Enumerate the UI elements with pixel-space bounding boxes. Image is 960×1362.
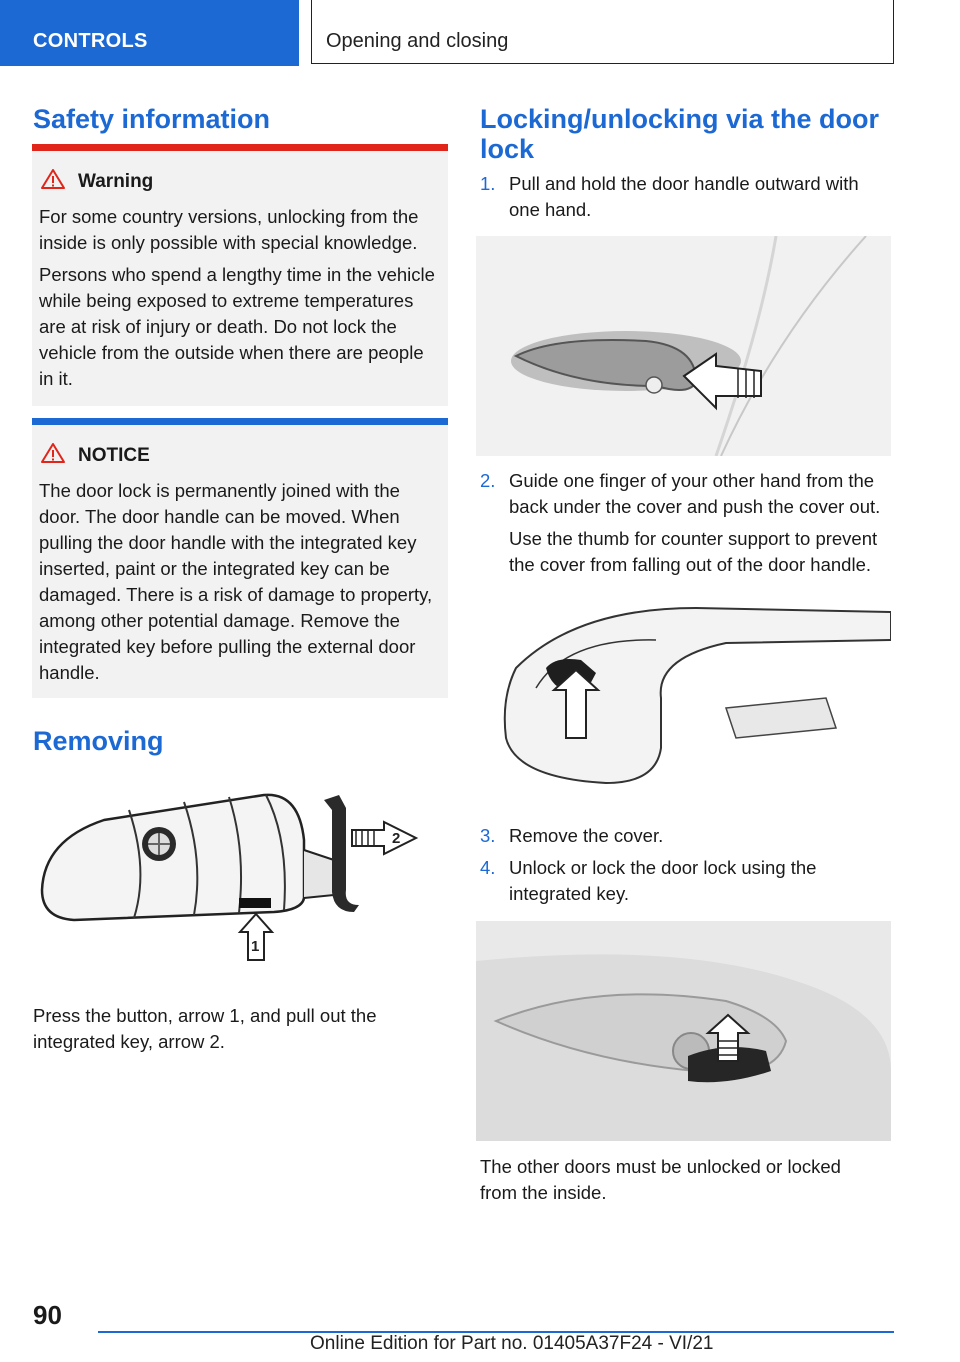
removing-heading: Removing	[33, 726, 164, 756]
step-2-number: 2.	[480, 470, 496, 491]
notice-box-bar	[32, 418, 448, 425]
step-3-text: Remove the cover.	[509, 825, 664, 846]
notice-box	[32, 418, 448, 698]
footer-edition-text: Online Edition for Part no. 01405A37F24 - VI/21	[310, 1333, 714, 1354]
arrow-1-label: 1	[251, 938, 260, 955]
safety-information-heading: Safety information	[33, 104, 271, 134]
notice-title: NOTICE	[78, 444, 150, 466]
header-chapter-tab	[311, 0, 894, 64]
header-chapter-label: Opening and closing	[326, 30, 509, 52]
step-2-extra-text: Use the thumb for counter support to prevent the cover from falling out of the door handle.	[509, 528, 878, 575]
warning-triangle-icon	[40, 442, 66, 469]
step-1-text: Pull and hold the door handle outward with one hand.	[509, 173, 859, 220]
warning-title: Warning	[78, 170, 154, 192]
warning-box	[32, 144, 448, 406]
warning-paragraph-1: For some country versions, unlocking from the inside is only possible with special knowledge.	[39, 206, 419, 253]
key-removal-illustration	[34, 780, 434, 980]
cover-removal-illustration	[476, 598, 891, 803]
page-number: 90	[33, 1300, 62, 1330]
step-3-number: 3.	[480, 825, 496, 846]
notice-title-row	[40, 442, 150, 469]
locking-unlocking-heading: Locking/unlocking via the door lock	[480, 104, 880, 164]
notice-paragraph: The door lock is permanently joined with the door. The door handle can be moved. When pulling the door handle with the integrated key inserted, paint or the integrated key can be damaged. There is a risk of damage to property, among other potential damage. Remove the integrated key before pulling the external door handle.	[39, 480, 433, 683]
key-insertion-illustration	[476, 921, 891, 1141]
closing-text: The other doors must be unlocked or locked from the inside.	[480, 1156, 841, 1203]
warning-paragraph-2: Persons who spend a lengthy time in the vehicle while being exposed to extreme temperatures are at risk of injury or death. Do not lock the vehicle from the outside when there are people in it.	[39, 264, 435, 389]
removing-instructions: Press the button, arrow 1, and pull out the integrated key, arrow 2.	[33, 1005, 377, 1052]
step-4-number: 4.	[480, 857, 496, 878]
warning-title-row	[40, 168, 153, 195]
arrow-2-label: 2	[392, 830, 401, 847]
header-section-tab	[0, 0, 299, 66]
door-handle-pull-illustration	[476, 236, 891, 456]
header-section-label: CONTROLS	[33, 30, 148, 52]
warning-box-bar	[32, 144, 448, 151]
step-2-text: Guide one finger of your other hand from the back under the cover and push the cover out.	[509, 470, 881, 517]
step-4-text: Unlock or lock the door lock using the integrated key.	[509, 857, 817, 904]
step-1-number: 1.	[480, 173, 496, 194]
warning-triangle-icon	[40, 168, 66, 195]
